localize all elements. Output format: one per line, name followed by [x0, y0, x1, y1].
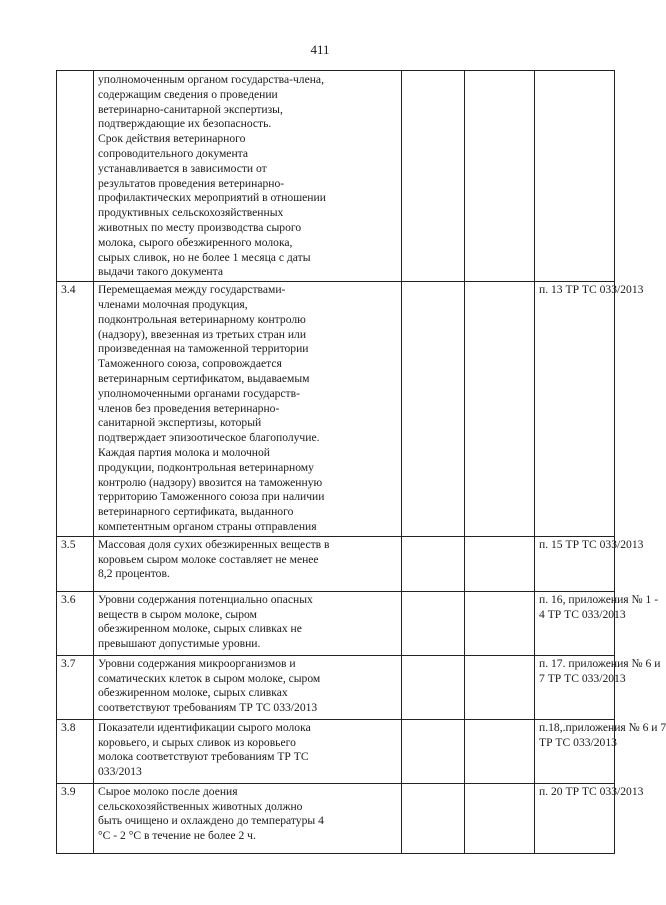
requirement-text-line: Уровни содержания потенциально опасных — [98, 592, 313, 606]
requirement-text-line: уполномоченным органом государства-члена, — [98, 73, 324, 86]
requirement-cell — [94, 783, 402, 853]
requirement-text-line: 033/2013 — [98, 765, 142, 779]
requirement-text-line: санитарной экспертизы, который — [98, 416, 262, 430]
requirement-text-line: ветеринарно-санитарной экспертизы, — [98, 102, 283, 116]
reference-text-line: п. 16, приложения № 1 - — [539, 592, 659, 606]
requirements-table — [56, 70, 666, 854]
table-body — [57, 71, 666, 854]
reference-cell — [535, 282, 644, 537]
requirement-text-line: Уровни содержания микроорганизмов и — [98, 656, 296, 670]
reference-text-line: 7 ТР ТС 033/2013 — [539, 671, 626, 685]
evidence-cell-2 — [465, 719, 535, 783]
table-row — [57, 71, 615, 282]
requirement-text-line: коровьем сыром молоке составляет не менее — [98, 552, 319, 566]
requirement-cell — [94, 71, 402, 282]
requirement-text-line: коровьего, и сырых сливок из коровьего — [98, 735, 296, 749]
evidence-cell-1 — [402, 783, 465, 853]
table-row — [57, 783, 615, 853]
requirement-text-line: обезжиренном молоке, сырых сливках — [98, 686, 288, 700]
requirement-cell — [94, 536, 402, 591]
requirement-text-line: подтверждает эпизоотическое благополучие. — [98, 431, 320, 445]
evidence-cell-2 — [465, 591, 535, 655]
requirement-text-line: содержащим сведения о проведении — [98, 87, 278, 101]
evidence-cell-2 — [465, 655, 535, 719]
requirement-cell — [94, 719, 402, 783]
requirement-text-line: компетентным органом страны отправления — [98, 519, 317, 533]
requirement-text-line: животных по месту производства сырого — [98, 220, 302, 234]
table-row — [57, 655, 615, 719]
requirement-text-line: подконтрольная ветеринарному контролю — [98, 312, 306, 326]
reference-cell — [535, 719, 666, 783]
evidence-cell-1 — [402, 591, 465, 655]
requirement-text-line: Срок действия ветеринарного — [98, 132, 246, 146]
row-number-cell — [57, 655, 94, 719]
requirement-text-line: подтверждающие их безопасность. — [98, 117, 272, 131]
row-number: 3.5 — [61, 537, 76, 551]
requirement-text-line: сельскохозяйственных животных должно — [98, 799, 303, 813]
table-row — [57, 719, 615, 783]
reference-cell — [535, 536, 644, 591]
requirement-text-line: выдачи такого документа — [98, 265, 223, 279]
reference-text-line: п.18,.приложения № 6 и 7 — [539, 720, 666, 734]
requirement-text-line: 8,2 процентов. — [98, 567, 170, 581]
evidence-cell-2 — [465, 71, 535, 282]
evidence-cell-1 — [402, 536, 465, 591]
requirement-cell — [94, 282, 402, 537]
requirement-text-line: результатов проведения ветеринарно- — [98, 176, 285, 190]
requirement-text-line: обезжиренном молоке, сырых сливках не — [98, 622, 302, 636]
requirement-text-line: продуктивных сельскохозяйственных — [98, 206, 284, 220]
requirement-text-line: Перемещаемая между государствами- — [98, 283, 286, 297]
table-row — [57, 282, 615, 537]
row-number: 3.4 — [61, 283, 76, 297]
requirement-text-line: веществ в сыром молоке, сыром — [98, 607, 257, 621]
row-number: 3.9 — [61, 784, 76, 798]
evidence-cell-1 — [402, 71, 465, 282]
requirement-text-line: профилактических мероприятий в отношении — [98, 191, 326, 205]
requirement-cell — [94, 655, 402, 719]
row-number-cell — [57, 591, 94, 655]
evidence-cell-2 — [465, 536, 535, 591]
page-number: 411 — [310, 42, 330, 57]
evidence-cell-2 — [465, 783, 535, 853]
table-row — [57, 591, 615, 655]
evidence-cell-1 — [402, 719, 465, 783]
requirement-text-line: территорию Таможенного союза при наличии — [98, 490, 325, 504]
requirement-text-line: Массовая доля сухих обезжиренных веществ в — [98, 537, 330, 551]
requirement-text-line: продукции, подконтрольная ветеринарному — [98, 460, 314, 474]
reference-cell — [535, 783, 644, 853]
requirement-text-line: уполномоченными органами государств- — [98, 386, 300, 400]
row-number-cell — [57, 783, 94, 853]
requirement-text-line: сырых сливок, но не более 1 месяца с даты — [98, 250, 311, 264]
reference-text-line: 4 ТР ТС 033/2013 — [539, 607, 626, 621]
reference-cell — [535, 71, 615, 282]
requirement-text-line: ветеринарным сертификатом, выдаваемым — [98, 371, 310, 385]
evidence-cell-1 — [402, 282, 465, 537]
requirement-text-line: молока соответствуют требованиям ТР ТС — [98, 750, 309, 764]
reference-text-line: п. 20 ТР ТС 033/2013 — [539, 784, 644, 798]
reference-cell — [535, 655, 661, 719]
requirement-text-line: Сырое молоко после доения — [98, 784, 238, 798]
reference-text-line: ТР ТС 033/2013 — [539, 735, 617, 749]
requirement-text-line: °С - 2 °С в течение не более 2 ч. — [98, 829, 256, 843]
requirement-text-line: Показатели идентификации сырого молока — [98, 720, 311, 734]
requirement-cell — [94, 591, 402, 655]
evidence-cell-1 — [402, 655, 465, 719]
row-number-cell — [57, 71, 94, 282]
requirement-text-line: быть очищено и охлаждено до температуры 4 — [98, 814, 324, 828]
requirement-text-line: (надзору), ввезенная из третьих стран или — [98, 327, 307, 341]
row-number-cell — [57, 719, 94, 783]
requirement-text-line: контролю (надзору) ввозится на таможенную — [98, 475, 323, 489]
row-number-cell — [57, 282, 94, 537]
reference-text-line: п. 15 ТР ТС 033/2013 — [539, 537, 644, 551]
requirement-text-line: Таможенного союза, сопровождается — [98, 357, 282, 371]
evidence-cell-2 — [465, 282, 535, 537]
requirement-text-line: Каждая партия молока и молочной — [98, 445, 270, 459]
requirement-text-line: соматических клеток в сыром молоке, сыром — [98, 671, 321, 685]
reference-text-line: п. 17. приложения № 6 и — [539, 656, 661, 670]
reference-text-line: п. 13 ТР ТС 033/2013 — [539, 283, 644, 297]
requirement-text-line: превышают допустимые уровни. — [98, 637, 261, 651]
table-row — [57, 536, 615, 591]
requirement-text-line: членов без проведения ветеринарно- — [98, 401, 280, 415]
row-number: 3.8 — [61, 720, 76, 734]
requirement-text-line: ветеринарного сертификата, выданного — [98, 505, 294, 519]
requirement-text-line: молока, сырого обезжиренного молока, — [98, 235, 293, 249]
row-number-cell — [57, 536, 94, 591]
row-number: 3.6 — [61, 592, 76, 606]
requirement-text-line: сопроводительного документа — [98, 146, 248, 160]
requirement-text-line: произведенная на таможенной территории — [98, 342, 309, 356]
reference-cell — [535, 591, 659, 655]
row-number: 3.7 — [61, 656, 76, 670]
requirement-text-line: устанавливается в зависимости от — [98, 161, 267, 175]
requirement-text-line: соответствуют требованиям ТР ТС 033/2013 — [98, 701, 318, 715]
requirement-text-line: членами молочная продукция, — [98, 297, 248, 311]
